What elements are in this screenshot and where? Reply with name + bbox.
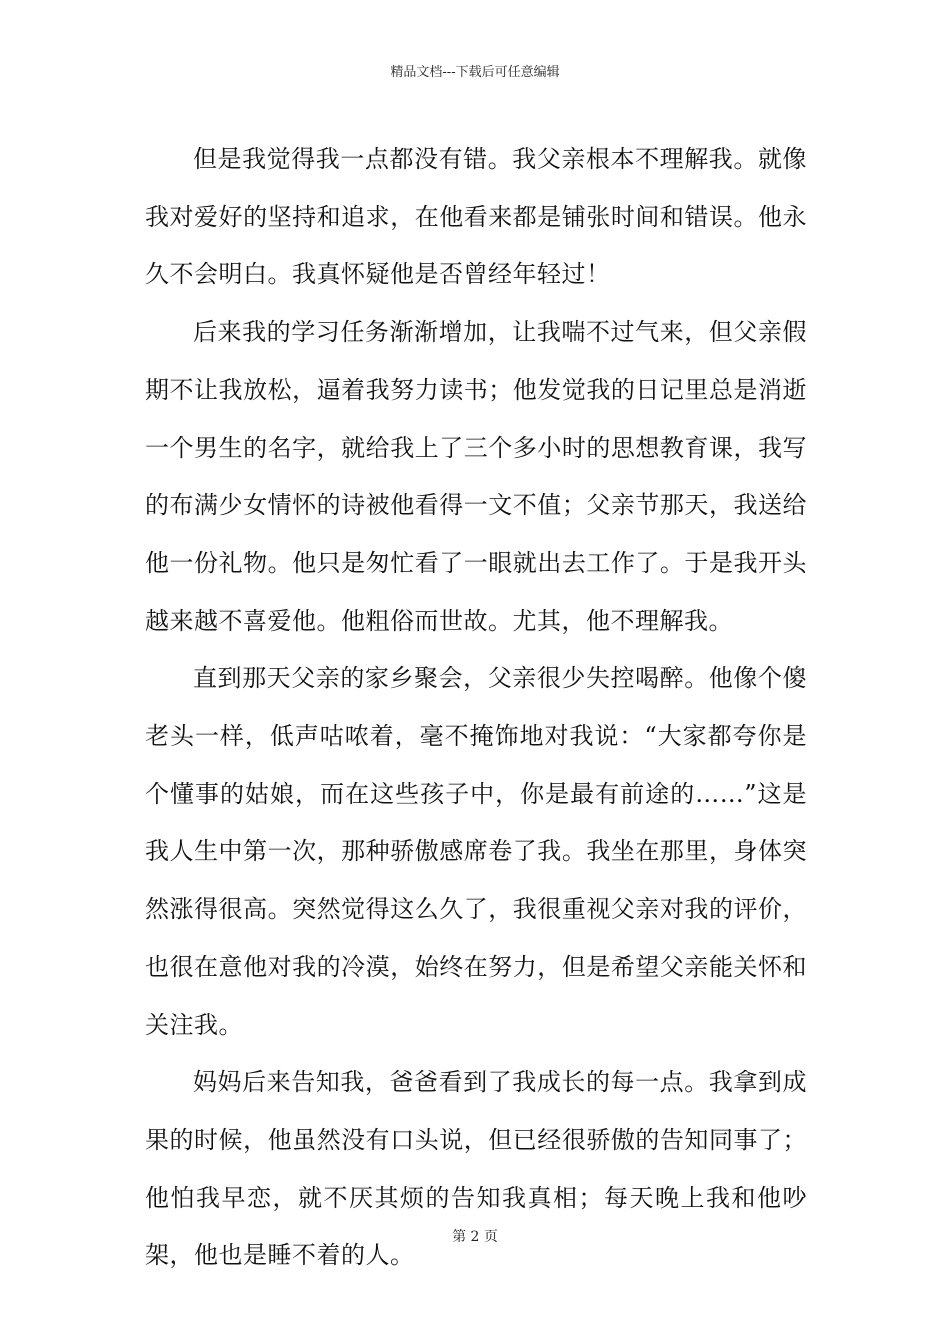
page-header: 精品文档---下载后可任意编辑	[390, 65, 560, 80]
paragraph: 直到那天父亲的家乡聚会，父亲很少失控喝醉。他像个傻老头一样，低声咕哝着，毫不掩饰地对我说：“大家都夸你是个懂事的姑娘，而在这些孩子中，你是最有前途的……”这是我人生中第一次，那种骄傲感席卷了我。我坐在那里，身体突然涨得很高。突然觉得这么久了，我很重视父亲对我的评价，也很在意他对我的冷漠，始终在努力，但是希望父亲能关怀和关注我。	[145, 664, 807, 1039]
page-number: 第 2 页	[452, 1229, 498, 1245]
paragraph: 妈妈后来告知我，爸爸看到了我成长的每一点。我拿到成果的时候，他虽然没有口头说，但已经很骄傲的告知同事了；他怕我早恋，就不厌其烦的告知我真相；每天晚上我和他吵架，他也是睡不着的人。	[145, 1068, 807, 1270]
paragraph: 后来我的学习任务渐渐增加，让我喘不过气来，但父亲假期不让我放松，逼着我努力读书；他发觉我的日记里总是消逝一个男生的名字，就给我上了三个多小时的思想教育课，我写的布满少女情怀的诗被他看得一文不值；父亲节那天，我送给他一份礼物。他只是匆忙看了一眼就出去工作了。于是我开头越来越不喜爱他。他粗俗而世故。尤其，他不理解我。	[145, 318, 807, 635]
document-body	[145, 131, 807, 1285]
paragraph: 但是我觉得我一点都没有错。我父亲根本不理解我。就像我对爱好的坚持和追求，在他看来都是铺张时间和错误。他永久不会明白。我真怀疑他是否曾经年轻过！	[145, 145, 807, 289]
